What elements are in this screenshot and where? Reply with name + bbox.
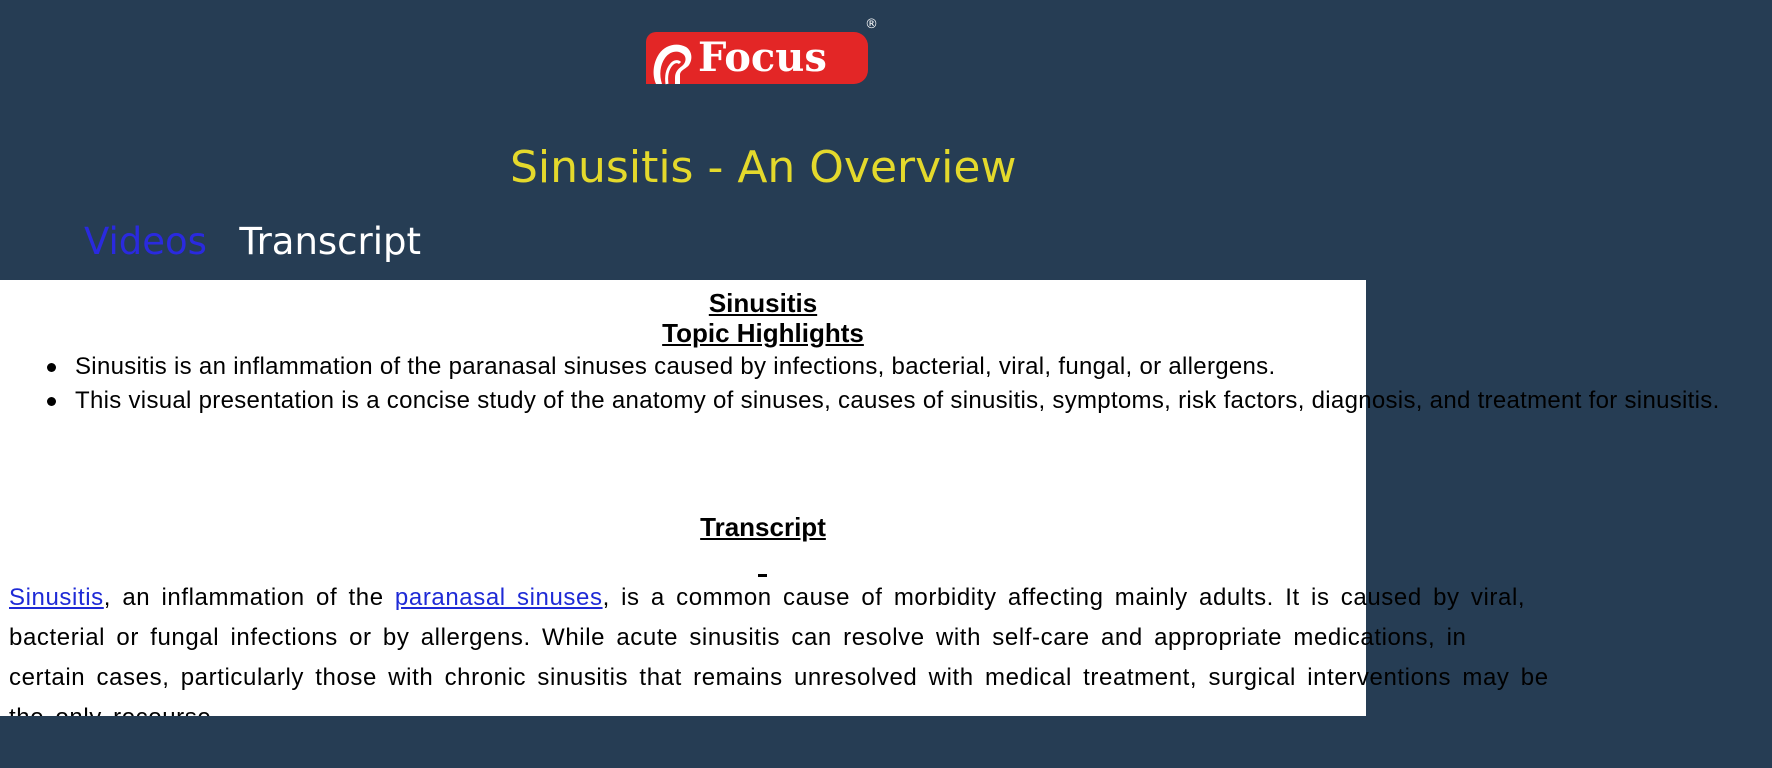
document-title: Sinusitis	[708, 288, 818, 318]
bullet-icon	[47, 363, 56, 372]
transcript-document[interactable]	[0, 280, 1720, 716]
focus-head-logo-icon	[650, 37, 696, 84]
sinusitis-link[interactable]: Sinusitis	[9, 584, 104, 611]
bullet-icon	[47, 397, 56, 406]
dash-mark	[758, 574, 767, 577]
tab-videos[interactable]: Videos	[84, 220, 207, 263]
transcript-heading: Transcript	[700, 512, 826, 542]
tab-bar	[84, 214, 449, 270]
focus-logo	[646, 32, 868, 84]
tab-transcript[interactable]: Transcript	[239, 220, 422, 263]
transcript-paragraph	[9, 578, 1549, 738]
document-subtitle: Topic Highlights	[662, 318, 864, 348]
highlight-text: This visual presentation is a concise study of the anatomy of sinuses, causes of sinusitis, symptoms, risk factors, diagnosis, and treatment for sinusitis.	[75, 387, 1720, 414]
highlight-text: Sinusitis is an inflammation of the paranasal sinuses caused by infections, bacterial, viral, fungal, or allergens.	[75, 353, 1276, 380]
logo-text: Focus	[698, 34, 827, 81]
list-item	[72, 386, 1772, 416]
header	[0, 0, 1366, 280]
highlights-list	[72, 352, 1772, 420]
paragraph-text: , is a common cause of morbidity affecting mainly adults. It is caused by viral, bacterial or fungal infections or by allergens. While acute sinusitis can resolve with self-care and appropriate medications, in certain cases, particularly those with chronic sinusitis that remains unresolved with medical treatment, surgical interventions may be	[9, 584, 1549, 691]
list-item	[72, 352, 1772, 382]
paranasal-sinuses-link[interactable]: paranasal sinuses	[394, 584, 603, 611]
bottom-app-bar	[0, 716, 1366, 768]
page-title: Sinusitis - An Overview	[510, 142, 1017, 193]
paragraph-text: , an inflammation of the	[103, 584, 395, 611]
registered-mark: ®	[865, 17, 878, 32]
